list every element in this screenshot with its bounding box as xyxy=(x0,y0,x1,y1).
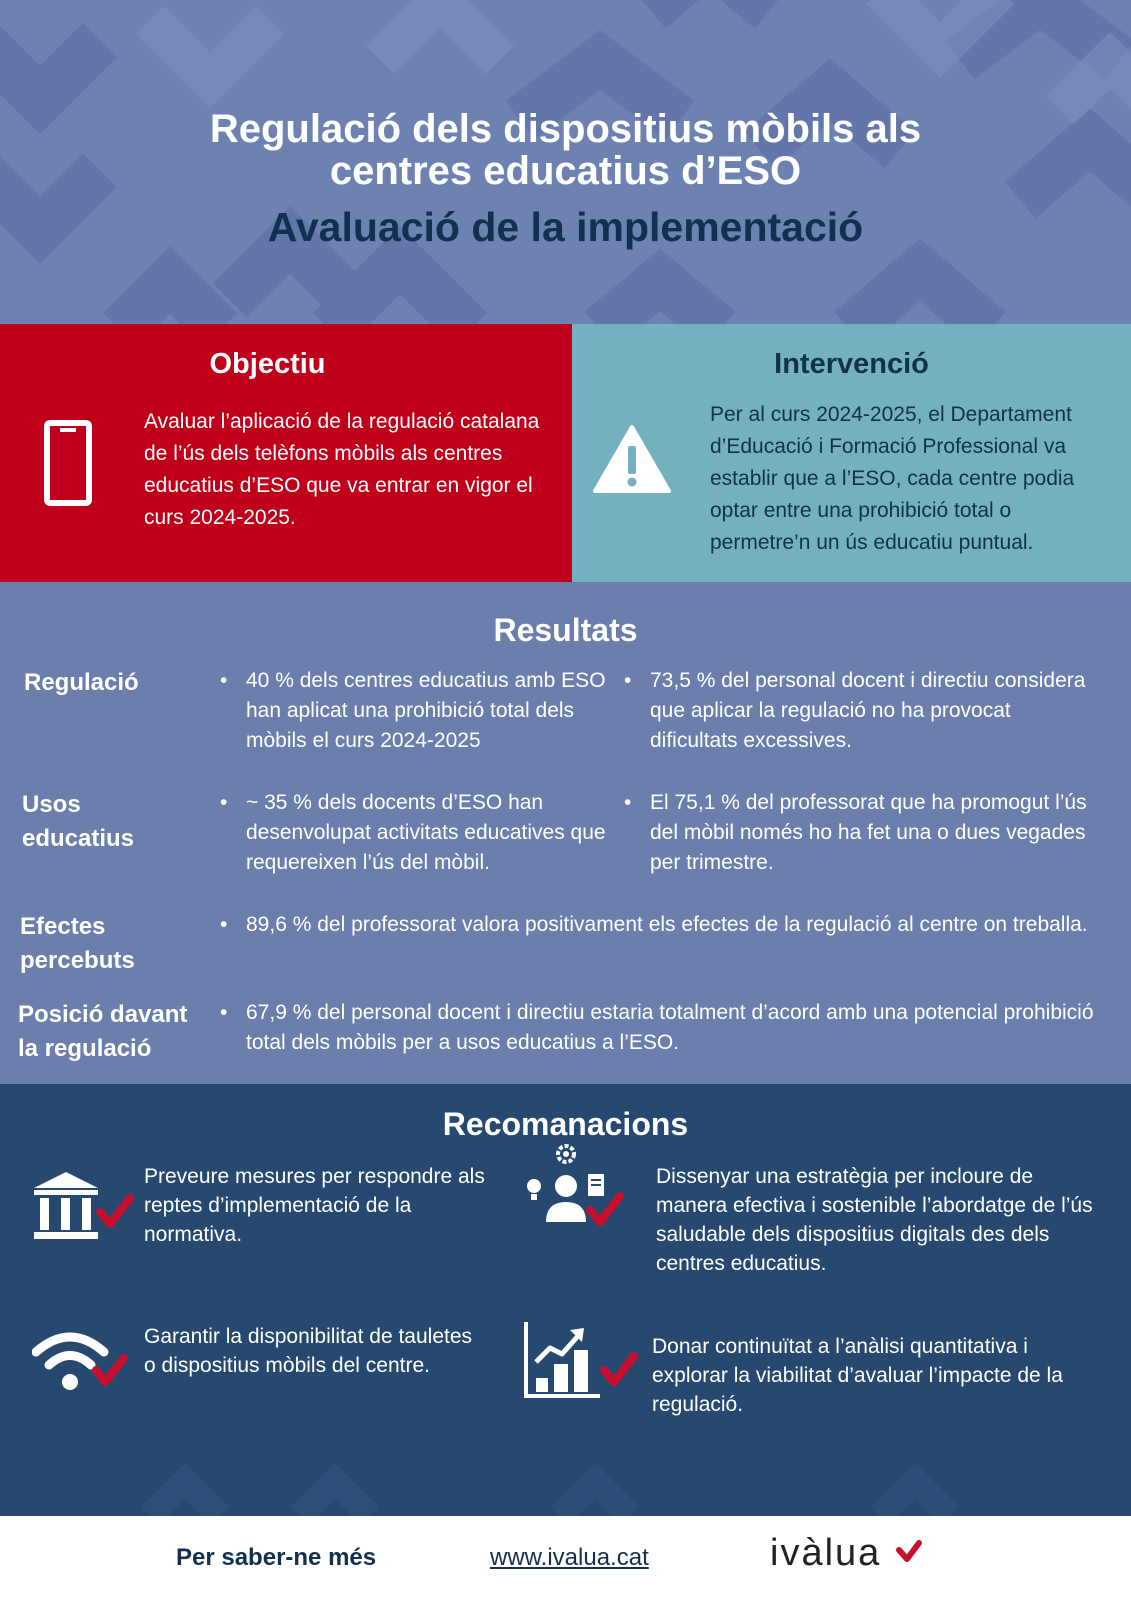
recomanacio-2-text: Dissenyar una estratègia per incloure de manera efectiva i sostenible l’abordatge de l’ús saludable dels dispositius digitals des dels centres educatius. xyxy=(656,1165,1093,1275)
efectes-bullet-1: • 89,6 % del professorat valora positivament els efectes de la regulació al centre on treballa. xyxy=(220,910,1126,940)
efectes-label xyxy=(20,910,135,978)
usos-label xyxy=(22,788,134,856)
chevron-pattern-bottom xyxy=(0,1456,1131,1516)
intervencio-panel xyxy=(572,324,1131,582)
recomanacions-heading: Recomanacions xyxy=(442,1106,689,1142)
intervencio-text: Per al curs 2024-2025, el Departament d’Educació i Formació Professional va establir que a l’ESO, cada centre podia optar entre una prohibició total o permetre’n un ús educatiu puntual. xyxy=(710,403,1075,554)
warning-icon xyxy=(592,424,672,494)
recomanacio-4-text: Donar continuïtat a l’anàlisi quantitativa i explorar la viabilitat d’avaluar l’impacte de la regulació. xyxy=(652,1335,1063,1416)
ivalua-logo: ivàlua xyxy=(770,1532,882,1574)
regulacio-label: Regulació xyxy=(24,669,139,696)
usos-label-line-2: educatius xyxy=(22,825,135,852)
more-info-label: Per saber-ne més xyxy=(176,1544,377,1571)
institution-icon xyxy=(30,1170,136,1242)
logo-check-icon xyxy=(896,1540,922,1564)
usos-label-line-1: Usos xyxy=(22,791,81,818)
posicio-label-line-1: Posició davant xyxy=(18,1001,188,1028)
regulacio-bullet-1: • 40 % dels centres educatius amb ESO han aplicat una prohibició total dels mòbils el curs 2024-2025 xyxy=(220,666,638,756)
intervencio-heading: Intervenció xyxy=(774,348,929,380)
recomanacions-section xyxy=(0,1084,1131,1516)
efectes-label-line-1: Efectes xyxy=(20,913,106,940)
objectiu-text: Avaluar l’aplicació de la regulació catalana de l’ús dels telèfons mòbils als centres educatius d’ESO que va entrar en vigor el curs 2024-2025. xyxy=(144,410,540,529)
recomanacio-3-text: Garantir la disponibilitat de tauletes o dispositius mòbils del centre. xyxy=(144,1325,473,1377)
subtitle: Avaluació de la implementació xyxy=(267,204,864,250)
title-line-1: Regulació dels dispositius mòbils als xyxy=(209,107,922,151)
efectes-label-line-2: percebuts xyxy=(20,947,135,974)
website-link[interactable]: www.ivalua.cat xyxy=(490,1544,649,1571)
objectiu-heading: Objectiu xyxy=(209,348,326,380)
resultats-heading: Resultats xyxy=(493,612,638,648)
growth-chart-icon xyxy=(522,1320,642,1400)
resultats-section xyxy=(0,582,1131,1084)
mobile-phone-icon xyxy=(44,420,92,506)
posicio-label xyxy=(18,998,187,1066)
usos-bullet-1: • ~ 35 % dels docents d’ESO han desenvolupat activitats educatives que requereixen l’ús del mòbil. xyxy=(220,788,638,878)
regulacio-bullet-2: • 73,5 % del personal docent i directiu considera que aplicar la regulació no ha provocat dificultats excessives. xyxy=(624,666,1090,756)
wifi-icon xyxy=(32,1330,132,1392)
people-strategy-icon xyxy=(526,1144,632,1240)
footer xyxy=(0,1516,1131,1600)
usos-bullet-2: • El 75,1 % del professorat que ha promogut l’ús del mòbil només ho ha fet una o dues vegades per trimestre. xyxy=(624,788,1090,878)
recomanacio-1-text: Preveure mesures per respondre als reptes d’implementació de la normativa. xyxy=(144,1165,485,1246)
posicio-bullet-1: • 67,9 % del personal docent i directiu estaria totalment d’acord amb una potencial prohibició total dels mòbils per a usos educatius a l’ESO. xyxy=(220,998,1126,1058)
objectiu-panel xyxy=(0,324,572,582)
header-banner xyxy=(0,0,1131,324)
posicio-label-line-2: la regulació xyxy=(18,1035,152,1062)
title-line-2: centres educatius d’ESO xyxy=(329,149,802,193)
